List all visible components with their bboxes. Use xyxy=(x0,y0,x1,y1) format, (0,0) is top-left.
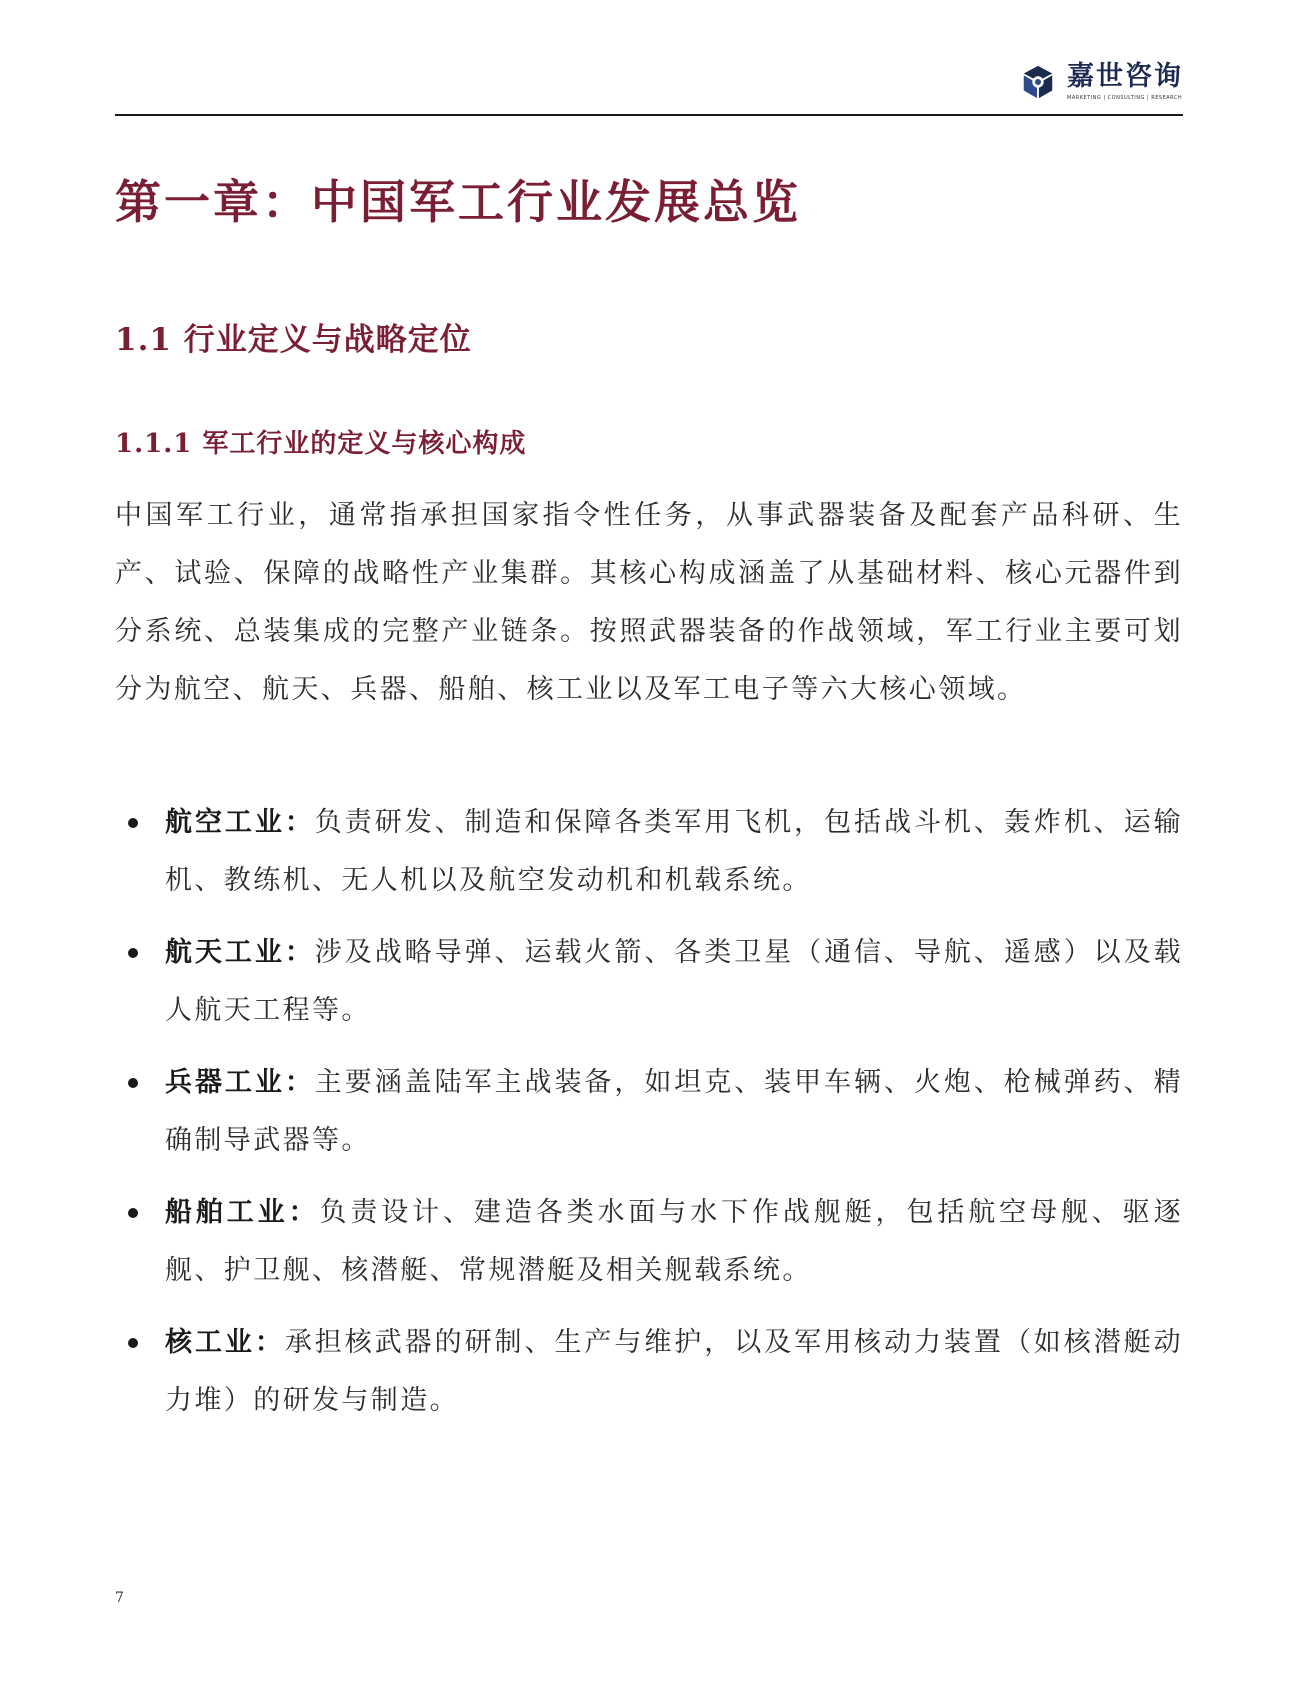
bullet-term: 航空工业： xyxy=(165,807,315,838)
list-item-shipbuilding xyxy=(115,1184,1183,1300)
brand-logo-icon xyxy=(1019,62,1057,102)
section-title: 1.1 行业定义与战略定位 xyxy=(115,322,472,358)
intro-paragraph: 中国军工行业，通常指承担国家指令性任务，从事武器装备及配套产品科研、生产、试验、保障的战略性产业集群。其核心构成涵盖了从基础材料、核心元器件到分系统、总装集成的完整产业链条。按照武器装备的作战领域，军工行业主要可划分为航空、航天、兵器、船舶、核工业以及军工电子等六大核心领域。 xyxy=(115,500,1183,705)
bullet-icon xyxy=(128,1078,138,1088)
subsection-title: 1.1.1 军工行业的定义与核心构成 xyxy=(115,429,527,459)
brand-logo xyxy=(1019,58,1183,106)
industry-list xyxy=(115,794,1183,1444)
list-item-ordnance xyxy=(115,1054,1183,1170)
brand-tagline: MARKETING | CONSULTING | RESEARCH xyxy=(1067,95,1183,101)
page-number: 7 xyxy=(115,1590,124,1606)
bullet-icon xyxy=(128,948,138,958)
bullet-text: 承担核武器的研制、生产与维护，以及军用核动力装置（如核潜艇动力堆）的研发与制造。 xyxy=(165,1327,1184,1416)
bullet-icon xyxy=(128,818,138,828)
chapter-title: 第一章：中国军工行业发展总览 xyxy=(115,175,801,229)
list-item-aviation xyxy=(115,794,1183,910)
bullet-text: 涉及战略导弹、运载火箭、各类卫星（通信、导航、遥感）以及载人航天工程等。 xyxy=(165,937,1183,1026)
bullet-term: 核工业： xyxy=(165,1327,285,1358)
brand-logo-text xyxy=(1067,62,1183,102)
bullet-icon xyxy=(128,1338,138,1348)
bullet-icon xyxy=(128,1208,138,1218)
list-item-aerospace xyxy=(115,924,1183,1040)
bullet-term: 船舶工业： xyxy=(165,1197,320,1228)
list-item-nuclear xyxy=(115,1314,1183,1430)
bullet-text: 负责设计、建造各类水面与水下作战舰艇，包括航空母舰、驱逐舰、护卫舰、核潜艇、常规潜艇及相关舰载系统。 xyxy=(165,1197,1183,1286)
brand-name: 嘉世咨询 xyxy=(1067,61,1183,92)
bullet-term: 兵器工业： xyxy=(165,1067,315,1098)
bullet-text: 负责研发、制造和保障各类军用飞机，包括战斗机、轰炸机、运输机、教练机、无人机以及航空发动机和机载系统。 xyxy=(165,807,1183,896)
page-header xyxy=(115,52,1183,116)
bullet-term: 航天工业： xyxy=(165,937,315,968)
bullet-text: 主要涵盖陆军主战装备，如坦克、装甲车辆、火炮、枪械弹药、精确制导武器等。 xyxy=(165,1067,1183,1156)
